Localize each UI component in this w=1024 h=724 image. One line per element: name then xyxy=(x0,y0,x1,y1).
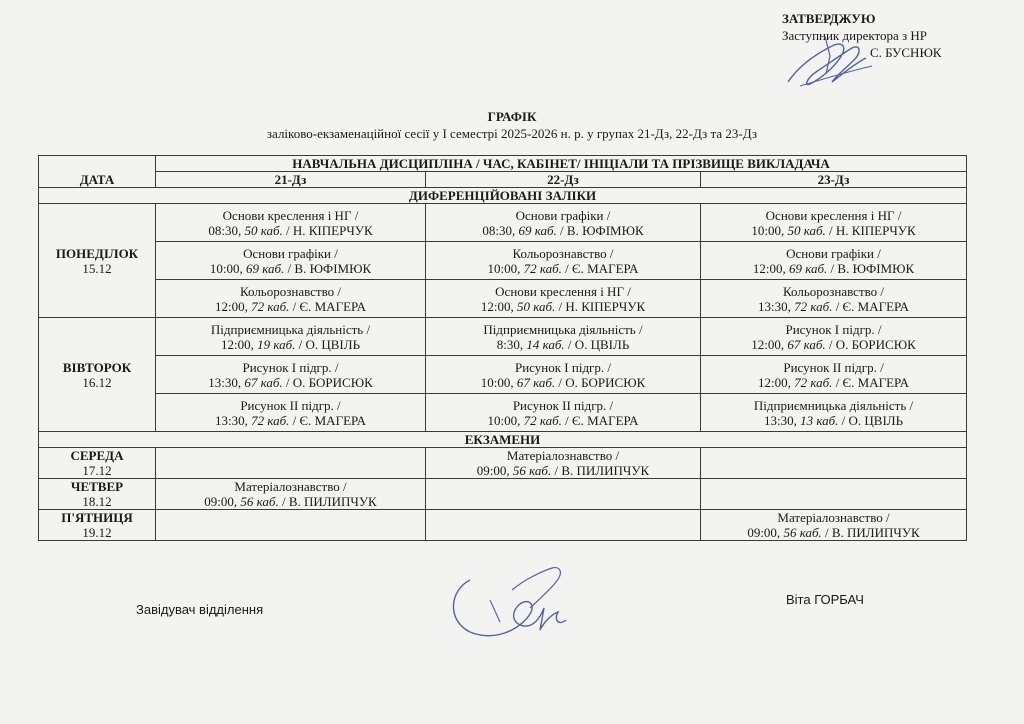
schedule-cell xyxy=(156,394,426,432)
time: 13:30, xyxy=(763,412,797,428)
empty-cell xyxy=(426,510,701,541)
room: 50 каб. xyxy=(244,222,283,238)
teacher: / В. ЮФІМЮК xyxy=(560,222,644,238)
time: 12:00, xyxy=(751,336,785,352)
group-header: 21-Дз xyxy=(156,172,426,188)
footer-signature xyxy=(440,560,590,650)
room: 50 каб. xyxy=(787,222,826,238)
subject: Рисунок І підгр. / xyxy=(514,359,611,375)
discipline-header: НАВЧАЛЬНА ДИСЦИПЛІНА / ЧАС, КАБІНЕТ/ ІНІЦІАЛИ ТА ПРІЗВИЩЕ ВИКЛАДАЧА xyxy=(156,156,967,172)
subject: Матеріалознавство / xyxy=(234,479,347,494)
time: 10:00, xyxy=(487,412,521,428)
schedule-cell xyxy=(701,280,967,318)
room: 14 каб. xyxy=(526,336,565,352)
day-cell xyxy=(39,318,156,432)
subject: Рисунок ІІ підгр. / xyxy=(783,359,884,375)
subject: Рисунок І підгр. / xyxy=(785,321,882,337)
schedule-cell xyxy=(156,204,426,242)
schedule-cell xyxy=(156,242,426,280)
schedule-cell xyxy=(426,394,701,432)
day-cell xyxy=(39,448,156,479)
schedule-cell xyxy=(426,280,701,318)
title-main: ГРАФІК xyxy=(487,109,537,124)
room: 50 каб. xyxy=(516,298,556,314)
time: 09:00, xyxy=(204,494,238,509)
room: 69 каб. xyxy=(245,260,285,276)
subject: Рисунок І підгр. / xyxy=(242,359,339,375)
teacher: / В. ЮФІМЮК xyxy=(287,260,372,276)
teacher: / В. ПИЛИПЧУК xyxy=(281,494,377,509)
schedule-table xyxy=(38,155,967,541)
time: 12:00, xyxy=(215,298,248,314)
approval-position: Заступник директора з НР xyxy=(782,28,928,43)
document-title xyxy=(0,108,1024,142)
subject: Кольорознавство / xyxy=(782,283,885,299)
day-date: 19.12 xyxy=(82,525,112,540)
approval-heading: ЗАТВЕРДЖУЮ xyxy=(782,11,876,26)
teacher: / О. БОРИСЮК xyxy=(285,374,373,390)
time: 13:30, xyxy=(758,298,791,314)
time: 09:00, xyxy=(476,463,510,478)
room: 72 каб. xyxy=(251,412,290,428)
room: 72 каб. xyxy=(794,374,833,390)
day-name: ЧЕТВЕР xyxy=(70,479,124,494)
subject: Основи графіки / xyxy=(243,245,338,261)
teacher: / Є. МАГЕРА xyxy=(835,298,909,314)
empty-cell xyxy=(156,448,426,479)
teacher: / Н. КІПЕРЧУК xyxy=(286,222,373,238)
schedule-cell xyxy=(426,448,701,479)
day-name: П'ЯТНИЦЯ xyxy=(61,510,133,525)
subject: Рисунок ІІ підгр. / xyxy=(512,397,614,413)
subject: Основи графіки / xyxy=(786,245,881,261)
empty-cell xyxy=(701,479,967,510)
teacher: / Є. МАГЕРА xyxy=(565,260,639,276)
time: 10:00, xyxy=(751,222,785,238)
room: 67 каб. xyxy=(787,336,826,352)
title-subtitle: заліково-екзаменаційної сесії у І семестрі 2025-2026 н. р. у групах 21-Дз, 22-Дз та 23-Дз xyxy=(266,126,758,141)
time: 12:00, xyxy=(220,336,254,352)
empty-cell xyxy=(426,479,701,510)
footer-position: Завідувач відділення xyxy=(136,602,264,617)
time: 13:30, xyxy=(215,412,248,428)
room: 72 каб. xyxy=(523,260,562,276)
schedule-cell xyxy=(156,318,426,356)
subject: Підприємницька діяльність / xyxy=(483,321,643,337)
teacher: / В. ЮФІМЮК xyxy=(830,260,915,276)
group-header: 23-Дз xyxy=(701,172,967,188)
day-date: 15.12 xyxy=(82,260,112,276)
schedule-cell xyxy=(701,510,967,541)
schedule-cell xyxy=(701,318,967,356)
schedule-cell xyxy=(426,356,701,394)
schedule-cell xyxy=(156,479,426,510)
room: 56 каб. xyxy=(783,525,822,540)
teacher: / Є. МАГЕРА xyxy=(835,374,909,390)
subject: Кольорознавство / xyxy=(239,283,342,299)
schedule-cell xyxy=(156,280,426,318)
day-name: ПОНЕДІЛОК xyxy=(55,245,139,261)
teacher: / Є. МАГЕРА xyxy=(565,412,639,428)
room: 72 каб. xyxy=(251,298,290,314)
day-name: СЕРЕДА xyxy=(70,448,124,463)
teacher: / Є. МАГЕРА xyxy=(292,298,366,314)
room: 67 каб. xyxy=(516,374,556,390)
time: 10:00, xyxy=(487,260,521,276)
teacher: / Н. КІПЕРЧУК xyxy=(558,298,646,314)
schedule-cell xyxy=(701,394,967,432)
teacher: / О. ЦВІЛЬ xyxy=(567,336,630,352)
room: 72 каб. xyxy=(523,412,562,428)
day-name: ВІВТОРОК xyxy=(62,359,132,375)
subject: Основи креслення і НГ / xyxy=(765,207,902,223)
room: 67 каб. xyxy=(244,374,283,390)
subject: Основи графіки / xyxy=(515,207,611,223)
subject: Рисунок ІІ підгр. / xyxy=(240,397,341,413)
schedule-cell xyxy=(156,356,426,394)
room: 56 каб. xyxy=(240,494,279,509)
subject: Матеріалознавство / xyxy=(506,448,620,463)
schedule-cell xyxy=(701,204,967,242)
teacher: / Є. МАГЕРА xyxy=(292,412,366,428)
time: 09:00, xyxy=(747,525,781,540)
time: 08:30, xyxy=(208,222,242,238)
approval-signature xyxy=(770,24,890,104)
day-date: 18.12 xyxy=(82,494,112,509)
time: 13:30, xyxy=(208,374,242,390)
room: 19 каб. xyxy=(257,336,296,352)
footer-name: Віта ГОРБАЧ xyxy=(786,592,864,607)
room: 69 каб. xyxy=(789,260,828,276)
subject: Підприємницька діяльність / xyxy=(753,397,914,413)
section-exams: ЕКЗАМЕНИ xyxy=(39,432,967,448)
schedule-cell xyxy=(701,356,967,394)
section-credits: ДИФЕРЕНЦІЙОВАНІ ЗАЛІКИ xyxy=(39,188,967,204)
subject: Основи креслення і НГ / xyxy=(495,283,631,299)
time: 08:30, xyxy=(482,222,516,238)
room: 69 каб. xyxy=(518,222,557,238)
schedule-cell xyxy=(426,204,701,242)
day-cell xyxy=(39,479,156,510)
day-date: 17.12 xyxy=(82,463,112,478)
teacher: / Н. КІПЕРЧУК xyxy=(829,222,916,238)
schedule-cell xyxy=(701,242,967,280)
day-date: 16.12 xyxy=(82,374,112,390)
subject: Підприємницька діяльність / xyxy=(210,321,371,337)
teacher: / О. БОРИСЮК xyxy=(828,336,916,352)
time: 10:00, xyxy=(209,260,243,276)
time: 12:00, xyxy=(480,298,514,314)
time: 12:00, xyxy=(752,260,786,276)
subject: Матеріалознавство / xyxy=(777,510,890,525)
teacher: / О. БОРИСЮК xyxy=(558,374,646,390)
teacher: / В. ПИЛИПЧУК xyxy=(554,463,650,478)
teacher: / В. ПИЛИПЧУК xyxy=(824,525,920,540)
day-cell xyxy=(39,510,156,541)
schedule-cell xyxy=(426,242,701,280)
empty-cell xyxy=(156,510,426,541)
subject: Кольорознавство / xyxy=(512,245,614,261)
teacher: / О. ЦВІЛЬ xyxy=(298,336,361,352)
teacher: / О. ЦВІЛЬ xyxy=(841,412,904,428)
day-cell xyxy=(39,204,156,318)
room: 72 каб. xyxy=(794,298,833,314)
time: 12:00, xyxy=(758,374,791,390)
group-header: 22-Дз xyxy=(426,172,701,188)
subject: Основи креслення і НГ / xyxy=(222,207,359,223)
schedule-cell xyxy=(426,318,701,356)
time: 8:30, xyxy=(496,336,524,352)
empty-cell xyxy=(701,448,967,479)
approval-name: С. БУСНЮК xyxy=(870,45,942,60)
time: 10:00, xyxy=(480,374,514,390)
date-header: ДАТА xyxy=(39,156,156,188)
room: 56 каб. xyxy=(512,463,552,478)
room: 13 каб. xyxy=(800,412,839,428)
